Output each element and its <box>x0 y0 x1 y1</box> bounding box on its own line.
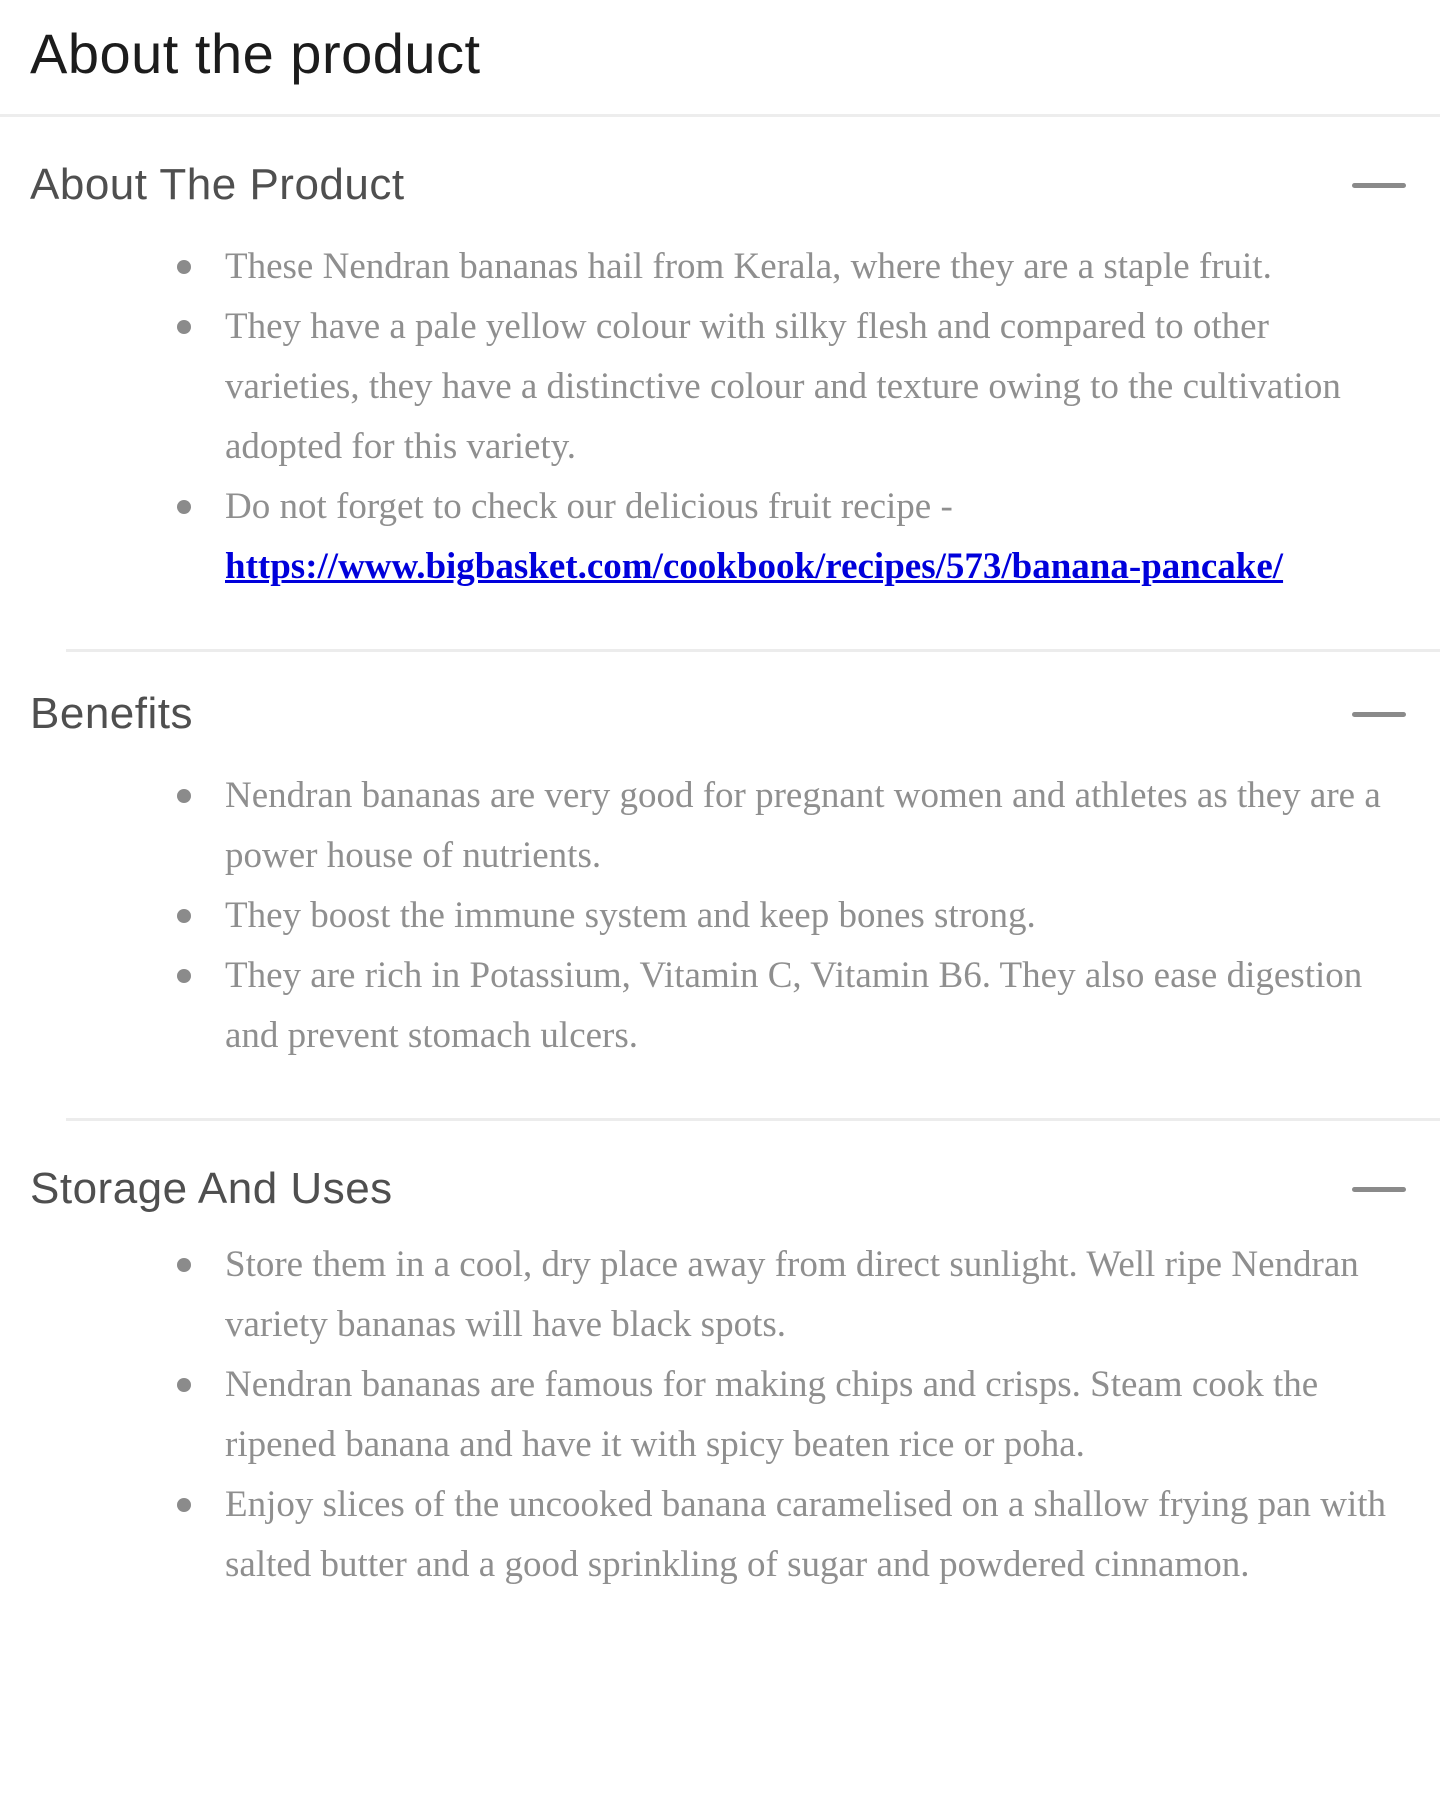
bullet-text: These Nendran bananas hail from Kerala, where they are a staple fruit. <box>225 246 1272 287</box>
storage-and-uses-bullet-list <box>0 1235 1440 1595</box>
bullet-text: They boost the immune system and keep bones strong. <box>225 895 1036 936</box>
collapse-minus-icon[interactable] <box>1352 1187 1406 1192</box>
bullet-text: Enjoy slices of the uncooked banana caramelised on a shallow frying pan with salted butter and a good sprinkling of sugar and powdered cinnamon. <box>225 1484 1387 1585</box>
list-item <box>225 766 1390 886</box>
section-title: Benefits <box>30 689 193 738</box>
list-item <box>225 1235 1390 1355</box>
list-item <box>225 297 1390 477</box>
bullet-text: Nendran bananas are famous for making chips and crisps. Steam cook the ripened banana and have it with spicy beaten rice or poha. <box>225 1364 1319 1465</box>
section-header-about-the-product[interactable] <box>30 157 1406 213</box>
section-divider <box>66 1118 1440 1121</box>
list-item <box>225 237 1390 297</box>
collapse-minus-icon[interactable] <box>1352 183 1406 188</box>
recipe-link[interactable]: https://www.bigbasket.com/cookbook/recipes/573/banana-pancake/ <box>225 546 1284 587</box>
list-item <box>225 1355 1390 1475</box>
list-item <box>225 1475 1390 1595</box>
bullet-text: They have a pale yellow colour with silky flesh and compared to other varieties, they have a distinctive colour and texture owing to the cultivation adopted for this variety. <box>225 306 1341 467</box>
section-title: About The Product <box>30 160 405 209</box>
benefits-bullet-list <box>0 766 1440 1066</box>
bullet-text: Store them in a cool, dry place away from direct sunlight. Well ripe Nendran variety bananas will have black spots. <box>225 1244 1359 1345</box>
list-item <box>225 477 1390 597</box>
section-header-storage-and-uses[interactable] <box>30 1161 1406 1217</box>
page-header <box>0 0 1440 117</box>
section-title: Storage And Uses <box>30 1164 393 1213</box>
list-item <box>225 886 1390 946</box>
bullet-text: They are rich in Potassium, Vitamin C, Vitamin B6. They also ease digestion and prevent stomach ulcers. <box>225 955 1363 1056</box>
bullet-text: Nendran bananas are very good for pregnant women and athletes as they are a power house of nutrients. <box>225 775 1381 876</box>
list-item <box>225 946 1390 1066</box>
page-title: About the product <box>30 22 481 85</box>
section-header-benefits[interactable] <box>30 686 1406 742</box>
collapse-minus-icon[interactable] <box>1352 712 1406 717</box>
bullet-text: Do not forget to check our delicious fruit recipe - <box>225 486 953 527</box>
section-divider <box>66 649 1440 652</box>
about-the-product-bullet-list <box>0 237 1440 597</box>
